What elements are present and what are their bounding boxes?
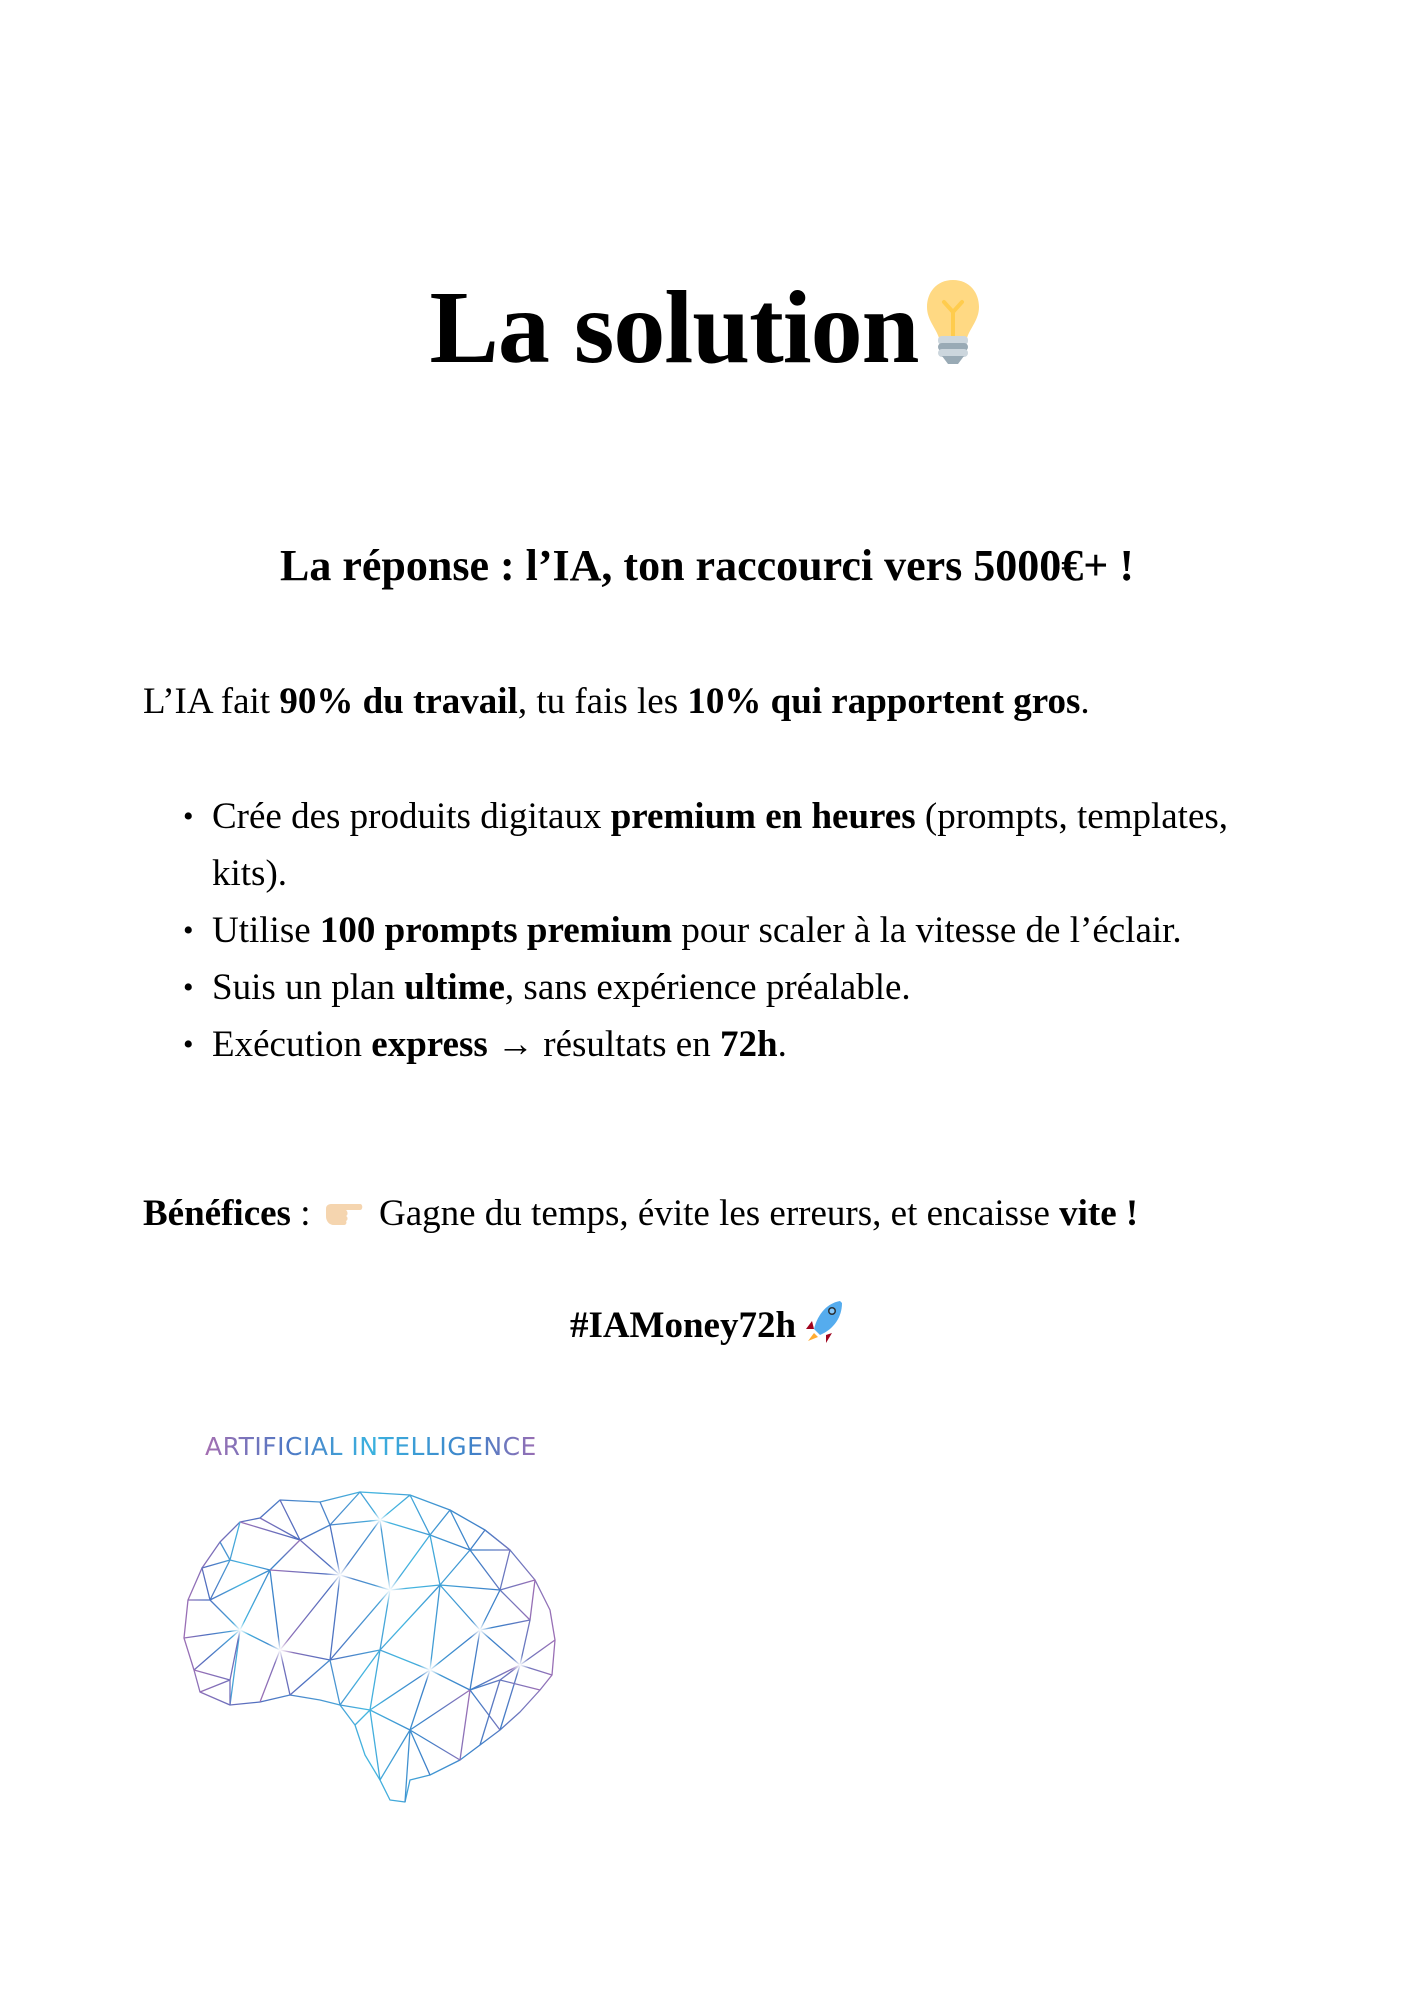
list-item (143, 902, 1243, 959)
benefits-text: Gagne du temps, évite les erreurs, et encaisse (369, 1193, 1060, 1234)
item-bold: ultime (404, 967, 505, 1008)
list-item (143, 788, 1243, 902)
item-bold: premium en heures (610, 796, 916, 837)
item-bold: express (371, 1024, 488, 1065)
brain-network-icon (180, 1480, 580, 1850)
lead-text: . (1080, 681, 1090, 722)
item-text: Exécution (212, 1024, 372, 1065)
bullet-icon: • (183, 914, 194, 947)
page-title (0, 268, 1414, 394)
rocket-icon (804, 1299, 844, 1360)
bullet-icon: • (183, 800, 194, 833)
list-item (143, 1016, 1243, 1073)
lead-text: , tu fais les (517, 681, 688, 722)
lead-text: L’IA fait (143, 681, 280, 722)
list-item (143, 959, 1243, 1016)
item-text: → résultats en (487, 1024, 720, 1065)
item-text: Utilise (212, 910, 320, 951)
page-title-text: La solution (429, 270, 919, 385)
lead-paragraph (143, 674, 1090, 730)
pointing-hand-icon (322, 1190, 364, 1246)
light-bulb-icon (922, 274, 984, 394)
benefits-line (143, 1186, 1138, 1246)
item-text: . (777, 1024, 787, 1065)
subtitle: La réponse : l’IA, ton raccourci vers 5000€+ ! (279, 541, 1134, 590)
bullet-icon: • (183, 971, 194, 1004)
ai-brain-illustration (180, 1420, 600, 1860)
lead-bold: 90% du travail (279, 681, 518, 722)
hashtag-text: #IAMoney72h (569, 1305, 797, 1346)
item-bold: 72h (719, 1024, 778, 1065)
hashtag (0, 1298, 1414, 1360)
ai-label: ARTIFICIAL INTELLIGENCE (205, 1432, 537, 1461)
item-bold: 100 prompts premium (319, 910, 673, 951)
benefits-list (143, 788, 1243, 1073)
item-text: pour scaler à la vitesse de l’éclair. (672, 910, 1182, 951)
item-text: (prompts, templates, kits). (212, 796, 1229, 894)
benefits-bold: vite ! (1059, 1193, 1139, 1234)
benefits-label: Bénéfices (143, 1193, 291, 1234)
bullet-icon: • (183, 1028, 194, 1061)
item-text: Suis un plan (212, 967, 405, 1008)
benefits-sep: : (290, 1193, 320, 1234)
lead-bold: 10% qui rapportent gros (687, 681, 1081, 722)
item-text: Crée des produits digitaux (212, 796, 611, 837)
item-text: , sans expérience préalable. (504, 967, 911, 1008)
